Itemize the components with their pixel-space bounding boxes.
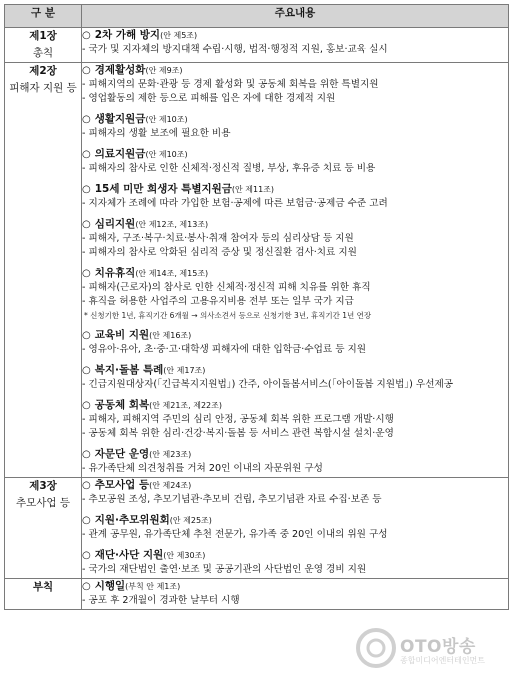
chapter-row: [5, 478, 509, 579]
provision-title: 지원·추모위원회: [94, 514, 170, 526]
chapter-name: 제2장: [29, 65, 57, 77]
header-category: 구 분: [5, 5, 82, 28]
article-reference: (안 제10조): [145, 115, 188, 124]
watermark-brand: OTO방송: [400, 637, 476, 657]
article-reference: (안 제24조): [149, 481, 192, 490]
provision-title: 추모사업 등: [94, 479, 150, 491]
bullet-circle-icon: ○: [82, 515, 91, 526]
bullet-circle-icon: ○: [82, 449, 91, 460]
bullet-circle-icon: ○: [82, 65, 91, 76]
provision-title: 복지·돌봄 특례: [94, 364, 164, 376]
chapter-row: [5, 579, 509, 610]
provision-title-line: [82, 398, 508, 413]
chapter-subtitle: 총칙: [32, 47, 54, 59]
provision-title: 15세 미만 희생자 특별지원금: [94, 183, 232, 195]
article-reference: (안 제5조): [160, 31, 198, 40]
provision-item: [82, 398, 508, 441]
chapter-cell: [5, 28, 82, 63]
chapter-cell: [5, 478, 82, 579]
provision-detail: - 피해자의 참사로 인한 신체적·정신적 질병, 부상, 후유증 치료 등 비용: [82, 163, 376, 174]
provision-detail: - 영업활동의 제한 등으로 피해를 입은 자에 대한 경제적 지원: [82, 93, 336, 104]
article-reference: (안 제9조): [145, 66, 183, 75]
provision-detail: - 긴급지원대상자(「긴급복지지원법」) 간주, 아이돌봄서비스(「아이돌봄 지원법」) 우선제공: [82, 379, 454, 390]
provision-item: [82, 328, 508, 357]
provision-title-line: [82, 548, 508, 563]
provision-title-line: [82, 217, 508, 232]
article-reference: (안 제16조): [149, 331, 192, 340]
provision-title-line: [82, 513, 508, 528]
provision-detail: - 피해자, 피해지역 주민의 심리 안정, 공동체 회복 위한 프로그램 개발·시행: [82, 414, 394, 425]
provision-note: * 신청기한 1년, 휴직기간 6개월 → 의사소견서 등으로 신청기한 3년, 휴직기간 1년 연장: [84, 311, 372, 320]
bullet-circle-icon: ○: [82, 330, 91, 341]
provision-detail: - 국가의 재단법인 출연·보조 및 공공기관의 사단법인 운영 경비 지원: [82, 564, 367, 575]
provision-item: [82, 579, 508, 608]
chapter-content: [82, 63, 509, 478]
provision-title: 의료지원금: [94, 148, 146, 160]
article-reference: (안 제23조): [149, 450, 192, 459]
provision-title-line: [82, 579, 508, 594]
provision-title: 교육비 지원: [94, 329, 150, 341]
provision-item: [82, 182, 508, 211]
article-reference: (안 제10조): [145, 150, 188, 159]
chapter-row: [5, 28, 509, 63]
provision-item: [82, 266, 508, 322]
provision-detail: - 관계 공무원, 유가족단체 추천 전문가, 유가족 중 20인 이내의 위원 구성: [82, 529, 388, 540]
provision-item: [82, 478, 508, 507]
bullet-circle-icon: ○: [82, 30, 91, 41]
provision-detail: - 추모공원 조성, 추모기념관·추모비 건립, 추모기념관 자료 수집·보존 등: [82, 494, 382, 505]
provision-title-line: [82, 363, 508, 378]
bullet-circle-icon: ○: [82, 480, 91, 491]
article-reference: (안 제11조): [231, 185, 275, 194]
provision-detail: - 영유아·유아, 초·중·고·대학생 피해자에 대한 입학금·수업료 등 지원: [82, 344, 367, 355]
provision-detail: - 피해자의 생활 보조에 필요한 비용: [82, 128, 231, 139]
provision-item: [82, 28, 508, 57]
bullet-circle-icon: ○: [82, 219, 91, 230]
provision-title-line: [82, 147, 508, 162]
chapter-name: 제3장: [29, 480, 57, 492]
chapter-row: [5, 63, 509, 478]
chapter-name: 제1장: [29, 30, 57, 42]
provision-title: 경제활성화: [94, 64, 146, 76]
chapter-cell: [5, 579, 82, 610]
provision-title-line: [82, 112, 508, 127]
provision-title: 자문단 운영: [94, 448, 150, 460]
provision-item: [82, 548, 508, 577]
provision-item: [82, 63, 508, 106]
provision-detail: - 피해자, 구조·복구·치료·봉사·취재 참여자 등의 심리상담 등 지원: [82, 233, 354, 244]
watermark-subtitle: 종합미디어엔터테인먼트: [400, 656, 486, 665]
chapter-content: [82, 478, 509, 579]
article-reference: (안 제14조, 제15조): [135, 269, 209, 278]
chapter-content: [82, 28, 509, 63]
provision-title-line: [82, 28, 508, 43]
provision-title: 심리지원: [94, 218, 136, 230]
table-body: [5, 28, 509, 610]
chapter-subtitle: 피해자 지원 등: [9, 82, 77, 94]
provision-detail: - 피해자의 참사로 악화된 심리적 증상 및 정신질환 검사·치료 지원: [82, 247, 357, 258]
provision-title: 2차 가해 방지: [94, 29, 161, 41]
provision-item: [82, 447, 508, 476]
header-main-content: 주요내용: [82, 5, 509, 28]
broadcaster-watermark: [356, 628, 506, 670]
law-summary-table: [4, 4, 509, 610]
article-reference: (부칙 안 제1조): [125, 582, 181, 591]
broadcaster-logo-icon: [356, 628, 396, 668]
provision-detail: - 공포 후 2개월이 경과한 날부터 시행: [82, 595, 240, 606]
provision-detail: - 휴직을 허용한 사업주의 고용유지비용 전부 또는 일부 국가 지급: [82, 296, 354, 307]
bullet-circle-icon: ○: [82, 114, 91, 125]
chapter-subtitle: 추모사업 등: [15, 497, 71, 509]
provision-title: 공동체 회복: [94, 399, 150, 411]
bullet-circle-icon: ○: [82, 365, 91, 376]
bullet-circle-icon: ○: [82, 149, 91, 160]
provision-title: 시행일: [94, 580, 126, 592]
provision-detail: - 공동체 회복 위한 심리·건강·복지·돌봄 등 서비스 관련 복합시설 설치·운영: [82, 428, 394, 439]
provision-title-line: [82, 63, 508, 78]
bullet-circle-icon: ○: [82, 400, 91, 411]
provision-detail: - 국가 및 지자체의 방지대책 수립·시행, 법적·행정적 지원, 홍보·교육 실시: [82, 44, 388, 55]
provision-detail: - 유가족단체 의견청취를 거쳐 20인 이내의 자문위원 구성: [82, 463, 323, 474]
provision-item: [82, 513, 508, 542]
article-reference: (안 제25조): [169, 516, 212, 525]
bullet-circle-icon: ○: [82, 581, 91, 592]
article-reference: (안 제12조, 제13조): [135, 220, 209, 229]
provision-item: [82, 147, 508, 176]
provision-title-line: [82, 182, 508, 197]
provision-title: 치유휴직: [94, 267, 136, 279]
provision-item: [82, 112, 508, 141]
chapter-name: 부칙: [32, 581, 54, 593]
bullet-circle-icon: ○: [82, 550, 91, 561]
table-header-row: [5, 5, 509, 28]
chapter-content: [82, 579, 509, 610]
bullet-circle-icon: ○: [82, 268, 91, 279]
provision-detail: - 피해지역의 문화·관광 등 경제 활성화 및 공동체 회복을 위한 특별지원: [82, 79, 379, 90]
article-reference: (안 제17조): [163, 366, 206, 375]
provision-detail: - 지자체가 조례에 따라 가입한 보험·공제에 따른 보험금·공제금 수준 고려: [82, 198, 388, 209]
bullet-circle-icon: ○: [82, 184, 91, 195]
chapter-cell: [5, 63, 82, 478]
provision-title-line: [82, 447, 508, 462]
article-reference: (안 제30조): [163, 551, 206, 560]
provision-item: [82, 217, 508, 260]
provision-detail: - 피해자(근로자)의 참사로 인한 신체적·정신적 피해 치유를 위한 휴직: [82, 282, 371, 293]
provision-title-line: [82, 478, 508, 493]
provision-title: 재단·사단 지원: [94, 549, 164, 561]
article-reference: (안 제21조, 제22조): [149, 401, 222, 410]
provision-item: [82, 363, 508, 392]
provision-title-line: [82, 328, 508, 343]
provision-title-line: [82, 266, 508, 281]
provision-title: 생활지원금: [94, 113, 146, 125]
